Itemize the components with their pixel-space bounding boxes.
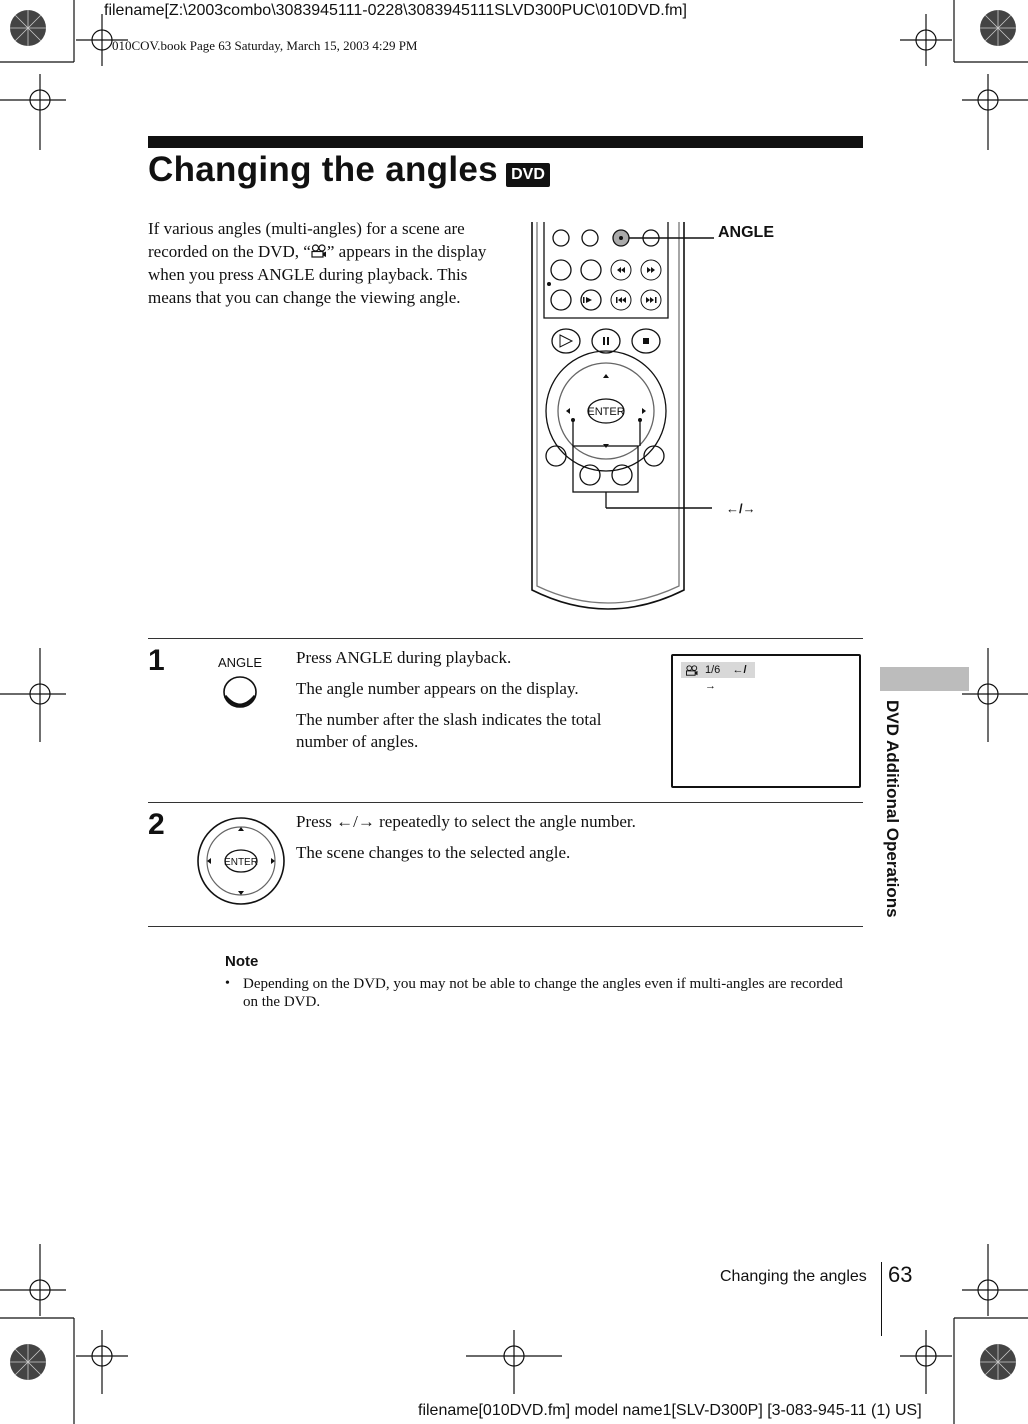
registration-mark: [0, 1244, 66, 1316]
angle-osd: [681, 662, 755, 692]
registration-mark: [962, 74, 1028, 150]
registration-mark: [962, 1244, 1028, 1316]
registration-mark: [962, 648, 1028, 742]
step-divider: [148, 638, 863, 639]
step-2-detail: The scene changes to the selected angle.: [296, 843, 571, 862]
registration-mark: [0, 74, 66, 150]
step-1-instruction: Press ANGLE during playback.: [296, 648, 512, 667]
intro-paragraph: [148, 217, 488, 309]
step-2-instruction: Press ←/→ repeatedly to select the angle number.: [296, 812, 636, 831]
angle-button-icon: [218, 672, 262, 712]
section-tab-marker: [880, 667, 969, 691]
registration-mark: [900, 1330, 952, 1394]
step-1-number: 1: [148, 644, 165, 677]
angle-camera-icon: [684, 665, 700, 676]
tv-screen-display: [671, 654, 861, 788]
remote-control-illustration: [520, 215, 770, 615]
dvd-badge: DVD: [506, 163, 550, 187]
header-book-info: 010COV.book Page 63 Saturday, March 15, 2003 4:29 PM: [112, 38, 418, 53]
osd-arrows: ←/→: [705, 664, 747, 692]
step-1-detail: The angle number appears on the display.: [296, 679, 579, 698]
registration-mark: [76, 1330, 128, 1394]
step-1-button-label: ANGLE: [218, 655, 263, 670]
step-divider: [148, 926, 863, 927]
remote-enter-label: ENTER: [587, 406, 625, 418]
step-1-detail: The number after the slash indicates the total number of angles.: [296, 710, 602, 751]
angle-number: [705, 662, 755, 694]
step-divider: [148, 802, 863, 803]
registration-mark: [0, 648, 66, 742]
section-side-label: [870, 700, 910, 940]
step-2-number: 2: [148, 808, 165, 841]
angle-camera-icon: [311, 244, 327, 258]
registration-mark: [900, 14, 952, 66]
section-side-label-text: DVD Additional Operations: [883, 700, 902, 918]
remote-arrows-label: ←/→: [726, 501, 756, 516]
registration-mark: [466, 1330, 562, 1394]
header-file-path: filename[Z:\2003combo\3083945111-0228\3083945111SLVD300PUC\010DVD.fm]: [104, 2, 687, 19]
page-number: 63: [888, 1262, 913, 1287]
enter-pad-icon: [195, 815, 287, 907]
footer-section-title: Changing the angles: [720, 1268, 867, 1285]
angle-callout-label: ANGLE: [718, 224, 774, 241]
note-heading: Note: [225, 953, 259, 970]
intro-text-start: If various angles (multi-angles) for a scene are recorded on the DVD, “: [148, 219, 465, 261]
note-text: Depending on the DVD, you may not be able to change the angles even if multi-angles are recorded on the DVD.: [243, 976, 843, 1010]
angle-value: 1/6: [705, 664, 721, 676]
enter-pad-label: ENTER: [224, 857, 258, 868]
footer-divider: [881, 1262, 882, 1336]
page-title: Changing the angles: [148, 150, 498, 189]
intro-text-end: ” appears in the display when you press ANGLE during playback. This means that you can change the viewing angle.: [148, 242, 487, 307]
note-bullet: •: [225, 976, 230, 991]
title-rule: [148, 136, 863, 148]
footer-file-info: filename[010DVD.fm] model name1[SLV-D300P] [3-083-945-11 (1) US]: [418, 1402, 922, 1419]
